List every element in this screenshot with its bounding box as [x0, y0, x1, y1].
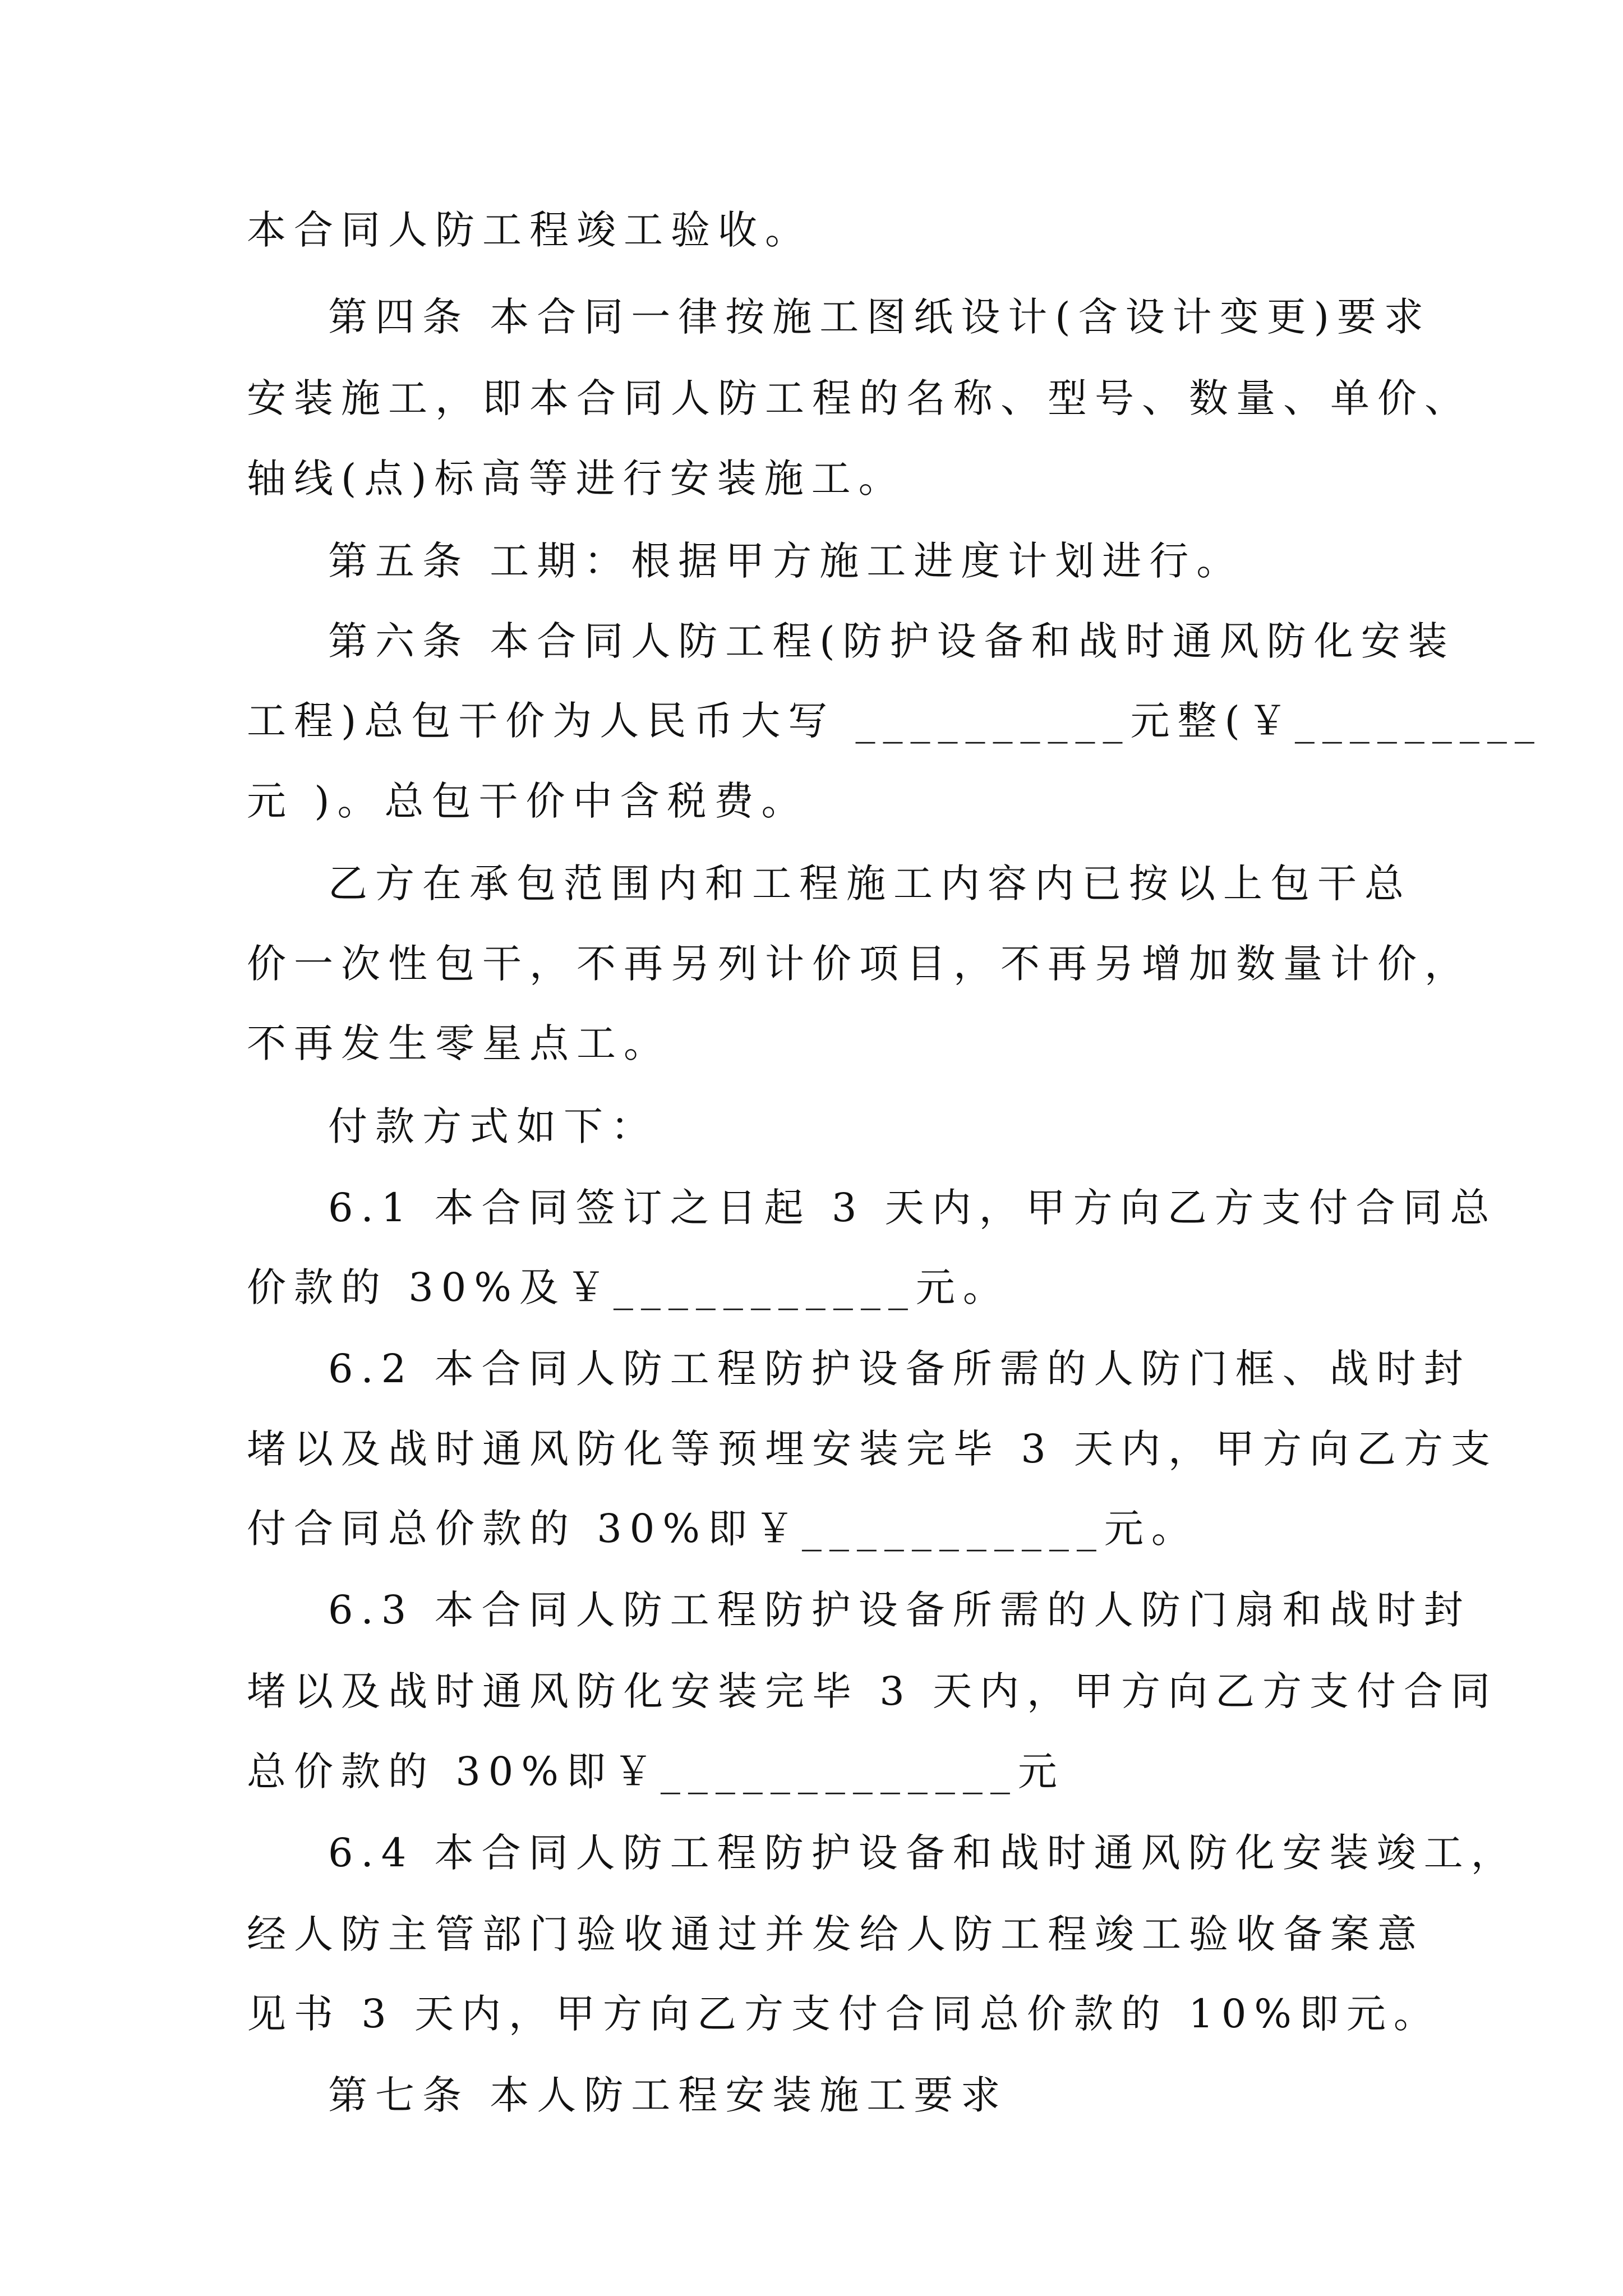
- text-line: 6.2 本合同人防工程防护设备所需的人防门框、战时封: [247, 1346, 1471, 1392]
- text-line: 乙方在承包范围内和工程施工内容内已按以上包干总: [247, 861, 1412, 907]
- text-line: 安装施工，即本合同人防工程的名称、型号、数量、单价、: [247, 375, 1472, 421]
- text-line: 堵以及战时通风防化等预埋安装完毕 3 天内，甲方向乙方支: [247, 1426, 1498, 1472]
- text-line: 轴线(点)标高等进行安装施工。: [247, 455, 906, 501]
- text-line: 见书 3 天内，甲方向乙方支付合同总价款的 10%即元。: [247, 1991, 1441, 2037]
- text-line: 第六条 本合同人防工程(防护设备和战时通风防化安装: [247, 618, 1455, 664]
- text-line: 第五条 工期：根据甲方施工进度计划进行。: [247, 538, 1244, 584]
- text-line: 6.3 本合同人防工程防护设备所需的人防门扇和战时封: [247, 1587, 1471, 1633]
- text-line: 付款方式如下：: [247, 1103, 658, 1149]
- text-line: 工程)总包干价为人民币大写 __________元整(￥_________: [247, 698, 1542, 744]
- text-line: 第七条 本人防工程安装施工要求: [247, 2072, 1008, 2118]
- text-line: 价一次性包干，不再另列计价项目，不再另增加数量计价，: [247, 941, 1472, 987]
- text-line: 不再发生零星点工。: [247, 1020, 671, 1066]
- text-line: 元 )。总包干价中含税费。: [247, 778, 809, 824]
- text-line: 6.1 本合同签订之日起 3 天内，甲方向乙方支付合同总: [247, 1185, 1497, 1231]
- text-line: 付合同总价款的 30%即￥___________元。: [247, 1506, 1198, 1552]
- text-line: 总价款的 30%即￥_____________元: [247, 1749, 1065, 1795]
- text-line: 堵以及战时通风防化安装完毕 3 天内，甲方向乙方支付合同: [247, 1668, 1498, 1714]
- text-line: 6.4 本合同人防工程防护设备和战时通风防化安装竣工，: [247, 1830, 1518, 1876]
- text-line: 价款的 30%及￥___________元。: [247, 1264, 1010, 1310]
- text-line: 经人防主管部门验收通过并发给人防工程竣工验收备案意: [247, 1911, 1424, 1957]
- text-line: 本合同人防工程竣工验收。: [247, 207, 812, 253]
- text-line: 第四条 本合同一律按施工图纸设计(含设计变更)要求: [247, 294, 1431, 340]
